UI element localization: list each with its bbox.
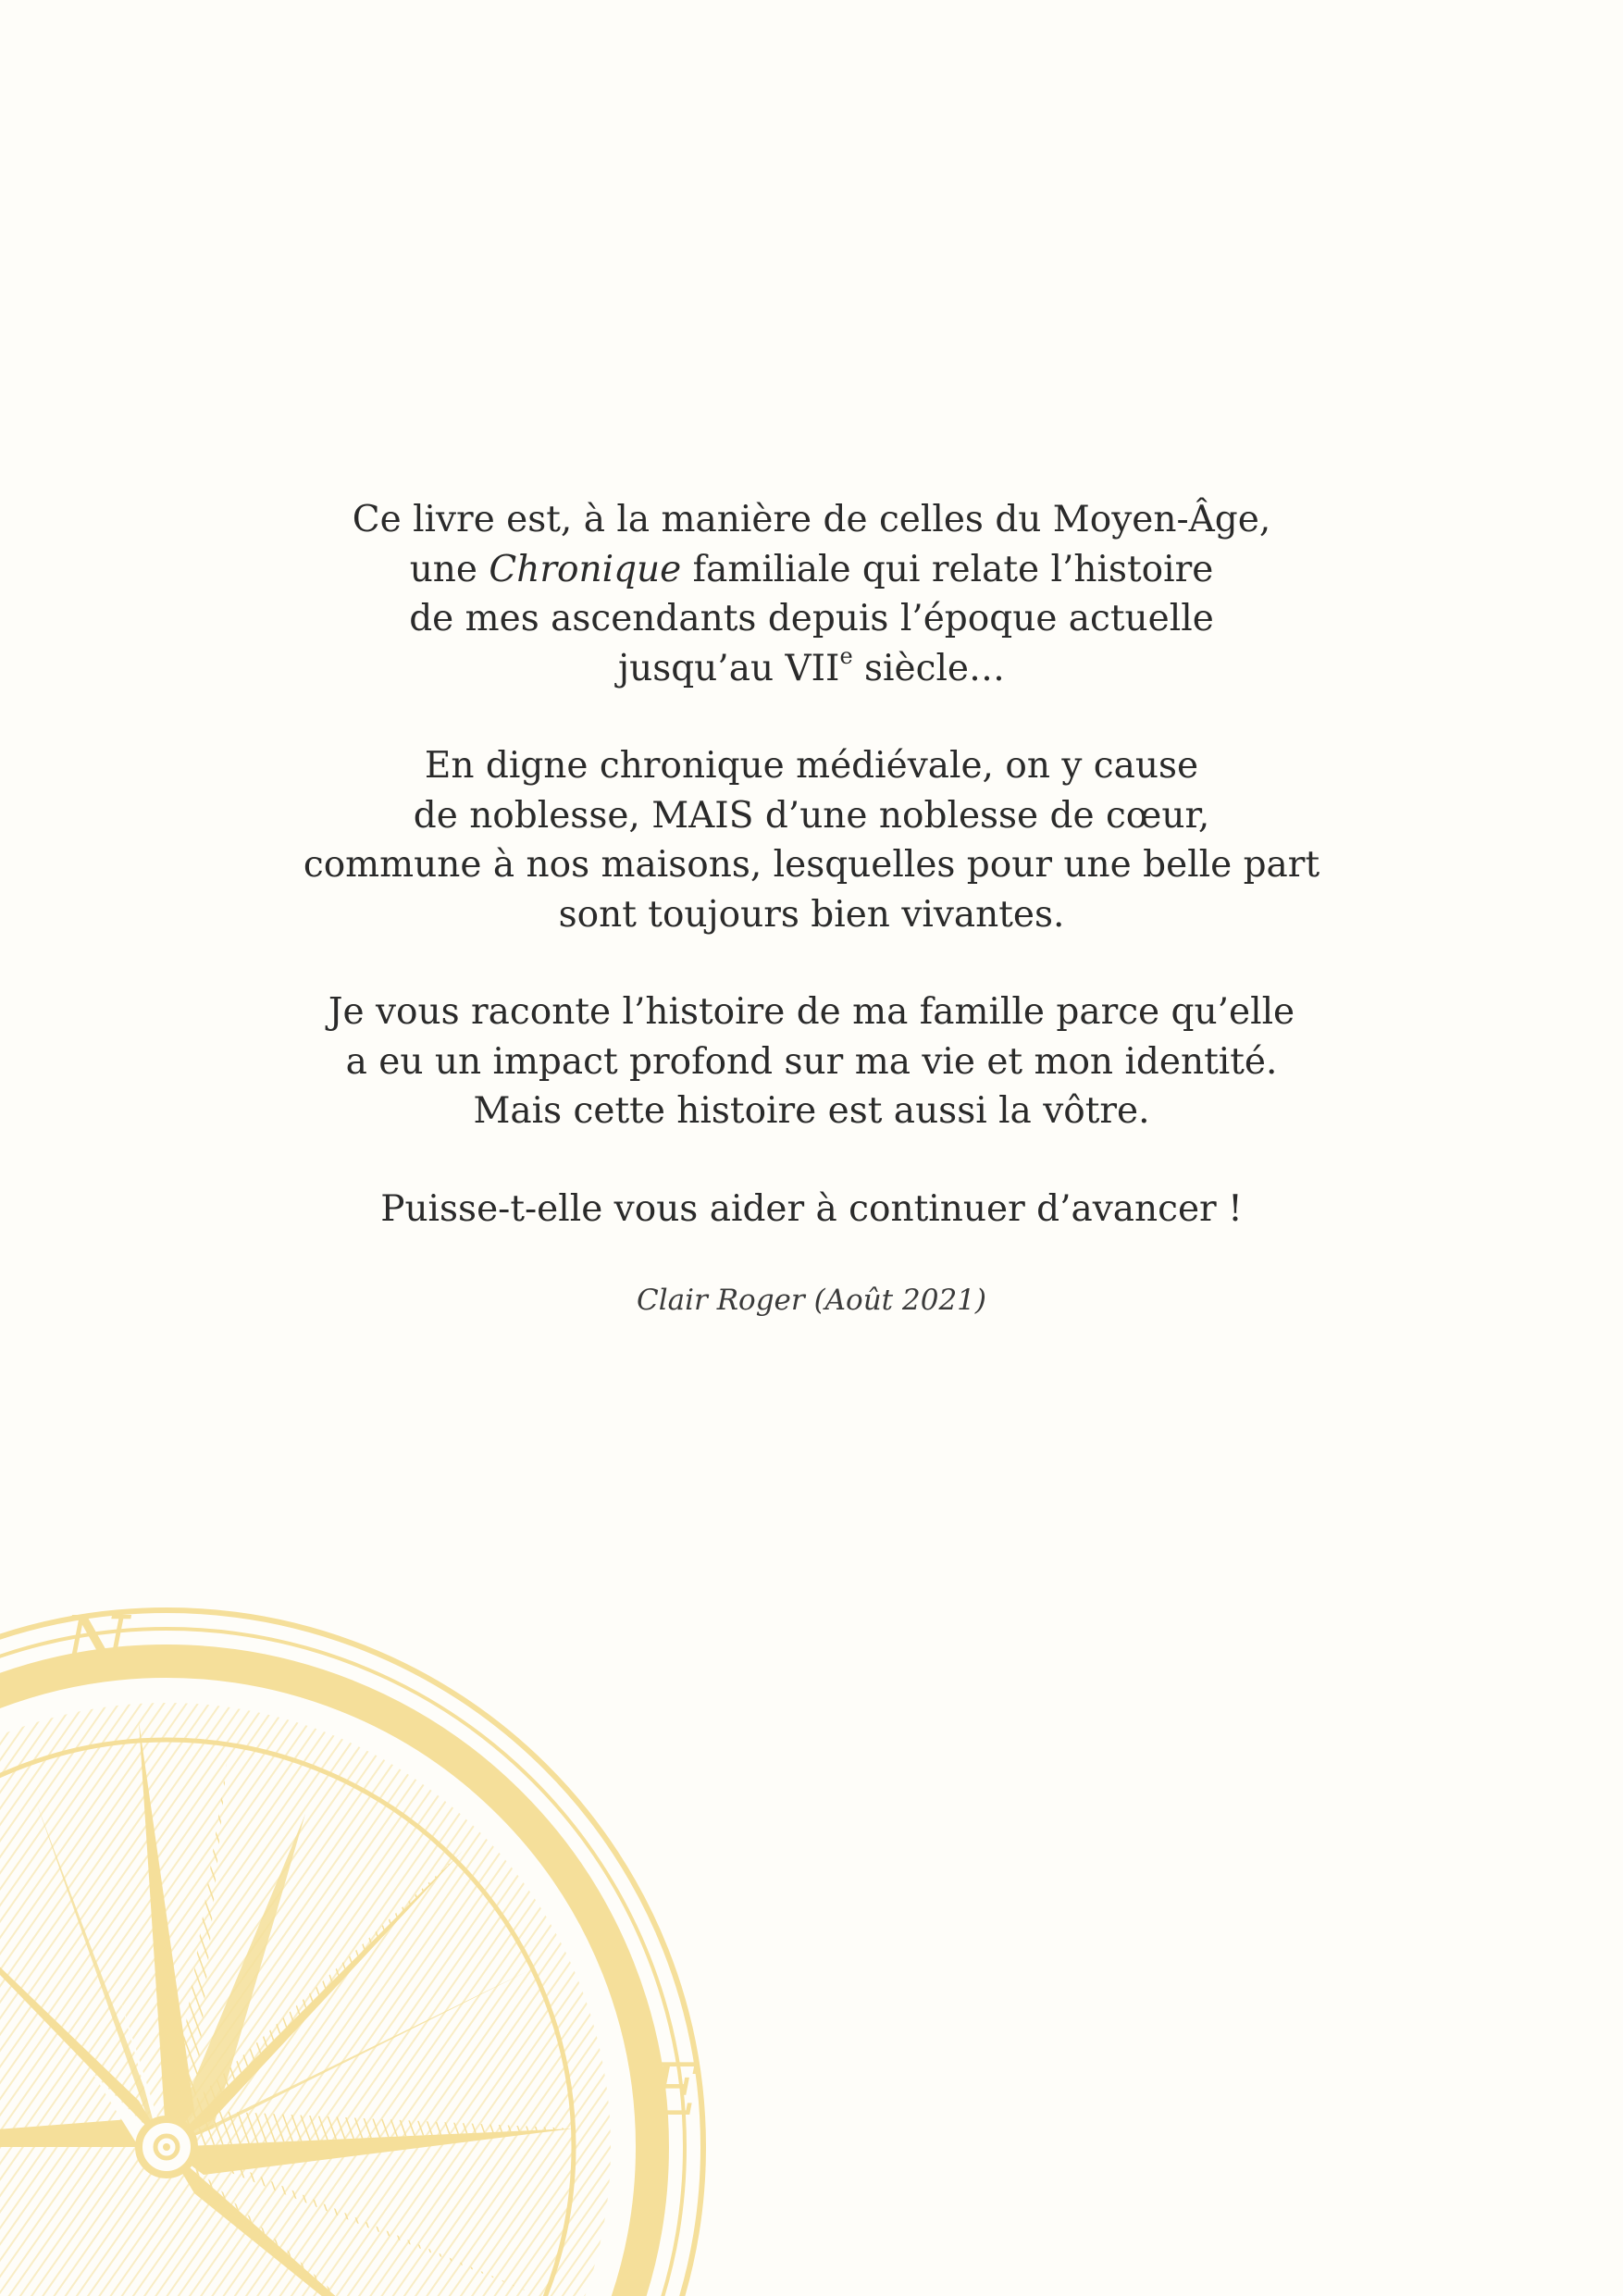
dedication-text xyxy=(0,495,1623,1319)
signature: Clair Roger (Août 2021) xyxy=(637,1284,986,1317)
text-line: Mais cette histoire est aussi la vôtre. xyxy=(473,1090,1150,1132)
compass-east-letter: E xyxy=(648,2049,700,2132)
paragraph-chronicle xyxy=(0,495,1623,693)
text-line: En digne chronique médiévale, on y cause xyxy=(424,745,1199,787)
compass-rose-icon xyxy=(0,1573,740,2296)
compass-drawing xyxy=(0,1610,703,2296)
superscript-e: e xyxy=(839,642,853,669)
text-line: de mes ascendants depuis l’époque actuelle xyxy=(409,598,1214,639)
compass-north-letter: N xyxy=(63,1601,130,1689)
text-line: Je vous raconte l’histoire de ma famille parce qu’elle xyxy=(328,991,1295,1033)
text-line: sont toujours bien vivantes. xyxy=(558,893,1065,936)
paragraph-avancer xyxy=(0,1185,1623,1235)
text-line: une Chronique familiale qui relate l’histoire xyxy=(409,548,1214,590)
text-line: jusqu’au VIIe siècle… xyxy=(617,642,1006,689)
paragraph-noblesse xyxy=(0,741,1623,939)
text-line: de noblesse, MAIS d’une noblesse de cœur, xyxy=(413,794,1210,837)
chronique-italic: Chronique xyxy=(489,548,682,590)
text-line: Ce livre est, à la manière de celles du Moyen-Âge, xyxy=(352,499,1271,540)
text-line: commune à nos maisons, lesquelles pour une belle part xyxy=(303,844,1320,886)
text-line: a eu un impact profond sur ma vie et mon identité. xyxy=(345,1040,1278,1083)
text-line: Puisse-t-elle vous aider à continuer d’avancer ! xyxy=(380,1187,1243,1230)
paragraph-famille xyxy=(0,987,1623,1136)
